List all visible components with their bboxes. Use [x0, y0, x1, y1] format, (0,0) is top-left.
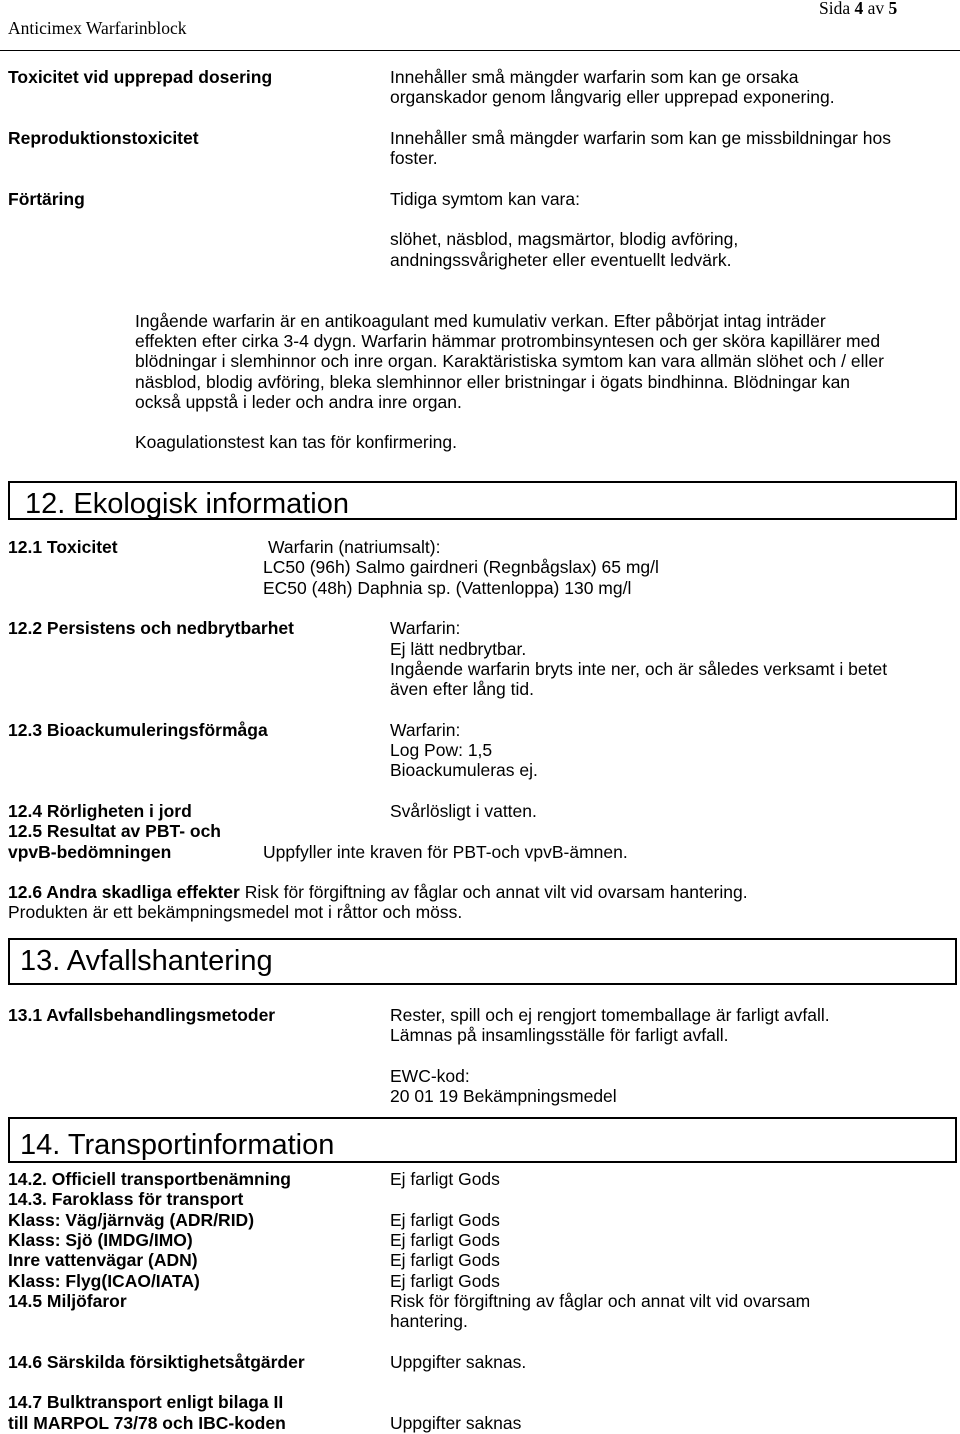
- transport-mode-value: Ej farligt Gods: [390, 1229, 500, 1250]
- special-precautions-value: Uppgifter saknas.: [390, 1351, 527, 1372]
- other-effects-label: 12.6 Andra skadliga effekter: [8, 882, 240, 903]
- pbt-vpvb-label-line: 12.5 Resultat av PBT- och: [8, 821, 221, 842]
- repeated-dose-text-line: Innehåller små mängder warfarin som kan ge orsaka: [390, 67, 799, 87]
- bulk-transport-label-line: till MARPOL 73/78 och IBC-koden: [8, 1412, 286, 1433]
- ewc-code-value: 20 01 19 Bekämpningsmedel: [390, 1086, 617, 1107]
- transport-mode-value: Ej farligt Gods: [390, 1250, 500, 1271]
- section-12-heading: 12. Ekologisk information: [25, 487, 349, 520]
- persistence-text-line: även efter lång tid.: [390, 679, 534, 700]
- persistence-text-line: Warfarin:: [390, 618, 461, 639]
- hazard-class-label: 14.3. Faroklass för transport: [8, 1189, 244, 1210]
- waste-methods-text-line: Rester, spill och ej rengjort tomemballage är farligt avfall.: [390, 1005, 830, 1025]
- page-separator: av: [867, 0, 885, 18]
- reproductive-toxicity-label: Reproduktionstoxicitet: [8, 127, 199, 148]
- environmental-hazards-text-line: hantering.: [390, 1311, 468, 1332]
- bulk-transport-value: Uppgifter saknas: [390, 1412, 522, 1433]
- warfarin-description-line: Ingående warfarin är en antikoagulant med kumulativ verkan. Efter påbörjat intag inträder: [135, 310, 826, 331]
- toxicity-result: EC50 (48h) Daphnia sp. (Vattenloppa) 130 mg/l: [263, 577, 632, 598]
- section-13-heading: 13. Avfallshantering: [20, 944, 273, 977]
- transport-mode-label: Klass: Väg/järnväg (ADR/RID): [8, 1209, 255, 1230]
- ingestion-symptoms-line: andningssvårigheter eller eventuellt ledvärk.: [390, 249, 732, 270]
- page-indicator: [819, 0, 897, 16]
- pbt-vpvb-label-line: vpvB-bedömningen: [8, 841, 172, 862]
- document-title: Anticimex Warfarinblock: [8, 18, 187, 38]
- bioaccumulation-text-line: Log Pow: 1,5: [390, 740, 493, 760]
- other-effects-note: Produkten är ett bekämpningsmedel mot i råttor och möss.: [8, 902, 463, 923]
- reproductive-toxicity-text-line: foster.: [390, 148, 438, 169]
- toxicity-label: 12.1 Toxicitet: [8, 537, 118, 557]
- transport-mode-value: Ej farligt Gods: [390, 1270, 500, 1291]
- warfarin-description-line: också uppstå i leder och andra inre organ.: [135, 391, 462, 412]
- special-precautions-label: 14.6 Särskilda försiktighetsåtgärder: [8, 1351, 305, 1372]
- bioaccumulation-label: 12.3 Bioackumuleringsförmåga: [8, 719, 268, 740]
- repeated-dose-text-line: organskador genom långvarig eller upprepad exponering.: [390, 87, 835, 108]
- transport-mode-label: Klass: Sjö (IMDG/IMO): [8, 1229, 193, 1250]
- environmental-hazards-text-line: Risk för förgiftning av fåglar och annat vilt vid ovarsam: [390, 1290, 811, 1311]
- waste-methods-label: 13.1 Avfallsbehandlingsmetoder: [8, 1005, 276, 1025]
- persistence-text-line: Ej lätt nedbrytbar.: [390, 638, 527, 659]
- other-effects-value: Risk för förgiftning av fåglar och annat vilt vid ovarsam hantering.: [244, 882, 748, 903]
- bulk-transport-label-line: 14.7 Bulktransport enligt bilaga II: [8, 1392, 284, 1413]
- transport-mode-label: Klass: Flyg(ICAO/IATA): [8, 1270, 200, 1291]
- warfarin-description-line: effekten efter cirka 3-4 dygn. Warfarin hämmar protrombinsyntesen och ger sköra kapillärer med: [135, 330, 881, 351]
- transport-mode-label: Inre vattenvägar (ADN): [8, 1250, 198, 1271]
- persistence-text-line: Ingående warfarin bryts inte ner, och är således verksamt i betet: [390, 658, 888, 679]
- ingestion-symptoms-line: slöhet, näsblod, magsmärtor, blodig avföring,: [390, 229, 739, 250]
- section-13-heading-box: [8, 938, 957, 985]
- shipping-name-value: Ej farligt Gods: [390, 1169, 500, 1189]
- coagulation-test-note: Koagulationstest kan tas för konfirmering.: [135, 432, 457, 453]
- section-14-heading-box: [8, 1117, 957, 1163]
- page-total: 5: [888, 0, 898, 18]
- soil-mobility-label: 12.4 Rörligheten i jord: [8, 800, 192, 821]
- ingestion-intro: Tidiga symtom kan vara:: [390, 188, 580, 209]
- section-12-heading-box: [8, 481, 957, 520]
- toxicity-substance: Warfarin (natriumsalt):: [268, 537, 441, 557]
- bioaccumulation-text-line: Warfarin:: [390, 719, 461, 740]
- other-effects-row: [8, 882, 748, 902]
- repeated-dose-label: Toxicitet vid upprepad dosering: [8, 67, 273, 87]
- warfarin-description-line: blödningar i slemhinnor och inre organ. Karaktäristiska symtom kan vara allmän slöhet och / eller: [135, 351, 884, 372]
- warfarin-description-line: näsblod, blodig avföring, bleka slemhinnor eller bristningar i ögats bindhinna. Blödningar kan: [135, 371, 851, 392]
- waste-methods-text-line: Lämnas på insamlingsställe för farligt avfall.: [390, 1025, 729, 1046]
- environmental-hazards-label: 14.5 Miljöfaror: [8, 1290, 127, 1311]
- page-prefix: Sida: [819, 0, 851, 18]
- header-divider: [0, 50, 960, 51]
- pbt-vpvb-value: Uppfyller inte kraven för PBT-och vpvB-ämnen.: [263, 841, 628, 862]
- page-current: 4: [854, 0, 864, 18]
- shipping-name-label: 14.2. Officiell transportbenämning: [8, 1169, 291, 1189]
- soil-mobility-value: Svårlösligt i vatten.: [390, 800, 537, 821]
- persistence-label: 12.2 Persistens och nedbrytbarhet: [8, 618, 294, 639]
- reproductive-toxicity-text-line: Innehåller små mängder warfarin som kan ge missbildningar hos: [390, 127, 891, 148]
- toxicity-result: LC50 (96h) Salmo gairdneri (Regnbågslax) 65 mg/l: [263, 557, 659, 578]
- transport-mode-value: Ej farligt Gods: [390, 1209, 500, 1230]
- ingestion-label: Förtäring: [8, 188, 85, 209]
- section-14-heading: 14. Transportinformation: [20, 1128, 335, 1161]
- bioaccumulation-text-line: Bioackumuleras ej.: [390, 760, 538, 781]
- ewc-code-label: EWC-kod:: [390, 1065, 470, 1086]
